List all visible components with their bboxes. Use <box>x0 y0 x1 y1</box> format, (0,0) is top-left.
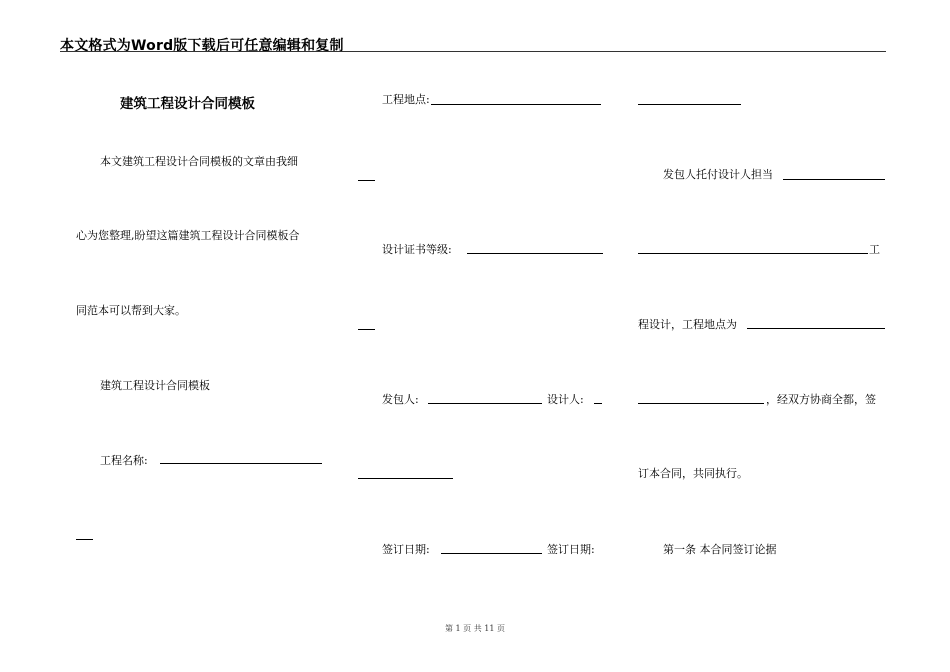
project-name-label: 工程名称: <box>100 454 148 467</box>
article-1-heading: 第一条 本合同签订论据 <box>663 543 777 556</box>
entrust-blank <box>783 179 885 180</box>
employer-label: 发包人: <box>382 393 419 406</box>
entrust-text: 发包人托付设计人担当 <box>663 168 773 181</box>
sign-date-label-1: 签订日期: <box>382 543 430 556</box>
design-location-blank <box>747 328 885 329</box>
col3-top-blank <box>638 104 741 105</box>
agreement-text: ，经双方协商全都，签 <box>766 393 876 406</box>
header-divider <box>60 51 886 52</box>
cert-grade-blank <box>467 253 603 254</box>
sign-date-blank-1 <box>441 553 542 554</box>
gong-char: 工 <box>869 243 880 256</box>
location-label: 工程地点: <box>382 93 430 106</box>
cert-grade-blank-cont <box>358 329 375 330</box>
intro-line-3: 同范本可以帮到大家。 <box>76 304 186 317</box>
design-location-text: 程设计，工程地点为 <box>638 318 737 331</box>
designer-blank-cont <box>358 478 453 479</box>
intro-line-1: 本文建筑工程设计合同模板的文章由我细 <box>100 155 298 168</box>
intro-line-2: 心为您整理,盼望这篇建筑工程设计合同模板合 <box>76 229 300 242</box>
agreement-blank <box>638 403 764 404</box>
project-name-blank-cont <box>76 539 93 540</box>
conclude-text: 订本合同，共同执行。 <box>638 467 748 480</box>
project-blank <box>638 253 868 254</box>
sign-date-label-2: 签订日期: <box>547 543 595 556</box>
project-name-blank <box>160 463 322 464</box>
cert-grade-label: 设计证书等级: <box>382 243 452 256</box>
location-blank <box>431 104 601 105</box>
employer-blank <box>428 403 542 404</box>
designer-label: 设计人: <box>547 393 584 406</box>
location-blank-cont <box>358 180 375 181</box>
page-number: 第 1 页 共 11 页 <box>445 624 505 633</box>
document-header: 本文格式为Word版下载后可任意编辑和复制 <box>60 38 344 54</box>
document-title: 建筑工程设计合同模板 <box>120 96 255 112</box>
designer-blank <box>594 403 602 404</box>
contract-subtitle: 建筑工程设计合同模板 <box>100 379 210 392</box>
